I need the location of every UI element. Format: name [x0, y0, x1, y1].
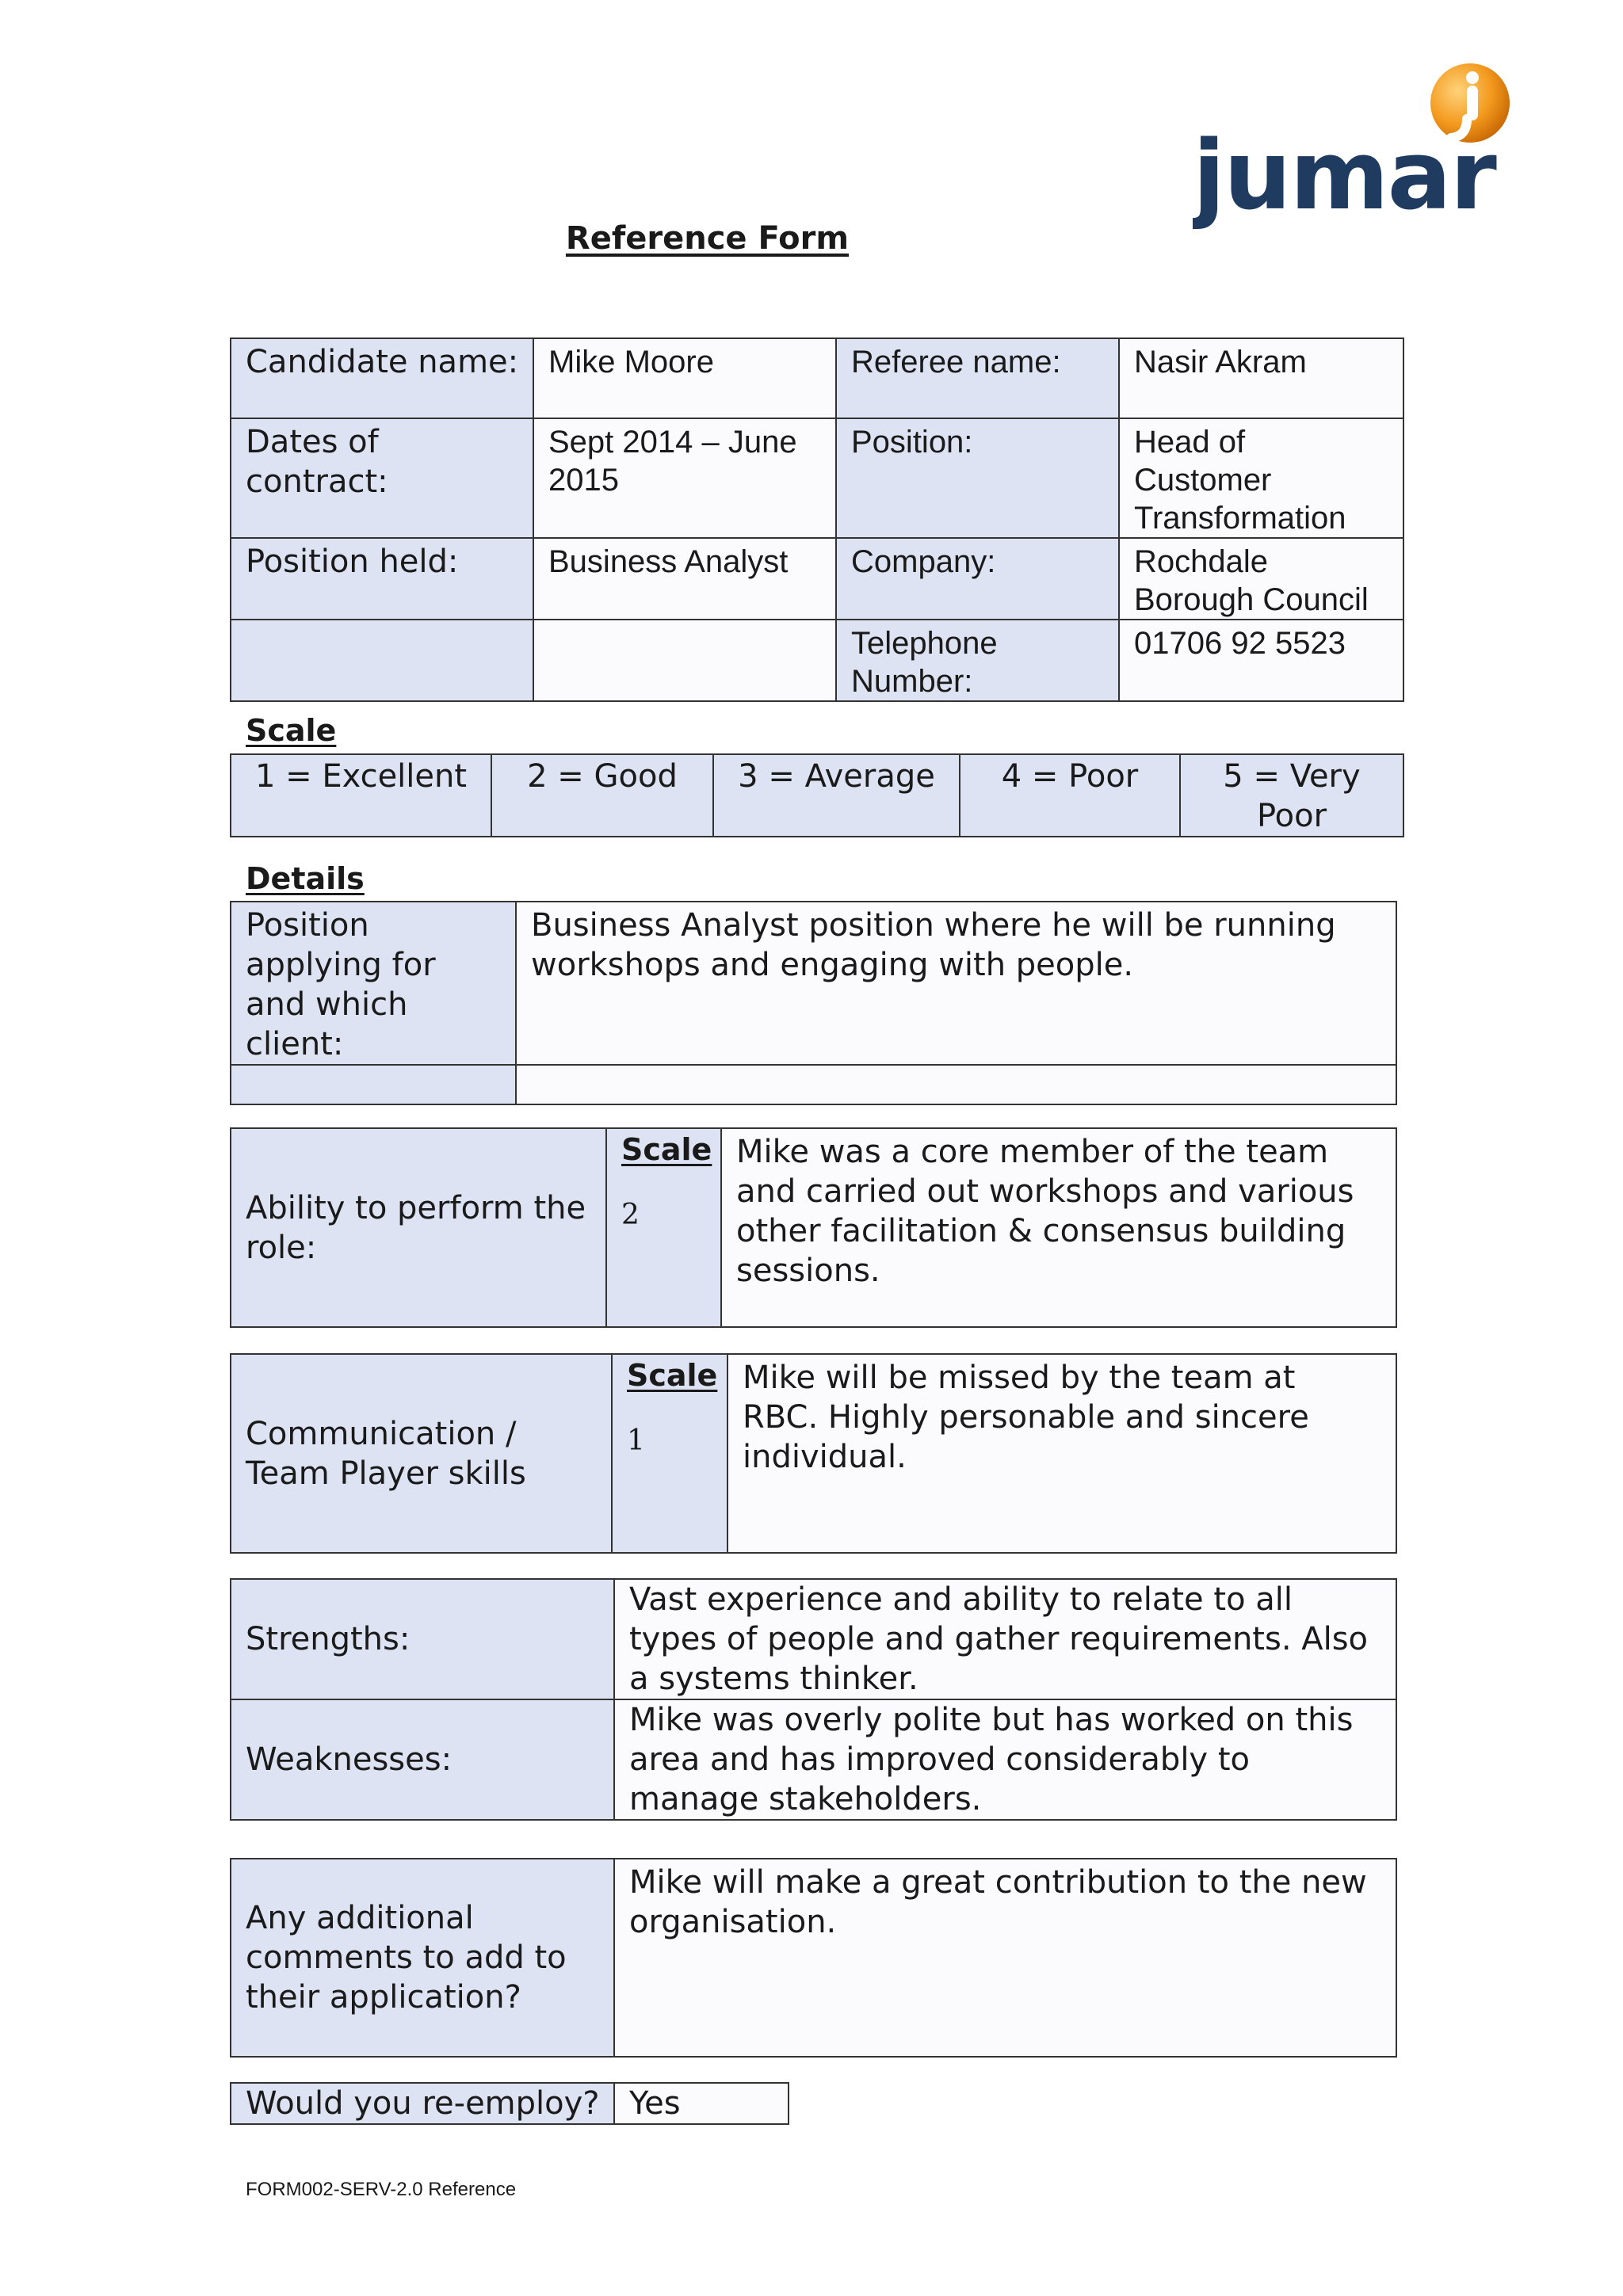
communication-label: Communication / Team Player skills: [231, 1354, 612, 1553]
empty-label-cell: [231, 620, 533, 701]
communication-comment: Mike will be missed by the team at RBC. Highly personable and sincere individual.: [727, 1354, 1396, 1553]
referee-name-value: Nasir Akram: [1119, 338, 1403, 418]
position-held-value: Business Analyst: [533, 538, 836, 620]
scale-heading: Scale: [246, 713, 337, 748]
company-value: Rochdale Borough Council: [1119, 538, 1403, 620]
dates-label: Dates of contract:: [231, 418, 533, 538]
additional-value: Mike will make a great contribution to the new organisation.: [614, 1859, 1396, 2057]
referee-name-label: Referee name:: [836, 338, 1119, 418]
company-label: Company:: [836, 538, 1119, 620]
details-table: [230, 901, 1397, 1105]
position-label: Position:: [836, 418, 1119, 538]
candidate-name-value: Mike Moore: [533, 338, 836, 418]
communication-table: [230, 1353, 1397, 1554]
scale-item-excellent: 1 = Excellent: [231, 754, 491, 837]
scale-item-good: 2 = Good: [491, 754, 713, 837]
form-footer: FORM002-SERV-2.0 Reference: [246, 2179, 517, 2200]
jumar-logo-graphic: [1193, 62, 1518, 236]
ability-scale-cell: [606, 1128, 721, 1327]
position-value: Head of Customer Transformation: [1119, 418, 1403, 538]
telephone-value: 01706 92 5523: [1119, 620, 1403, 701]
weaknesses-label: Weaknesses:: [231, 1699, 614, 1820]
communication-scale-value: 1: [627, 1425, 645, 1457]
reemploy-value: Yes: [614, 2083, 789, 2124]
additional-table: [230, 1858, 1397, 2058]
scale-item-poor: 4 = Poor: [960, 754, 1180, 837]
additional-label: Any additional comments to add to their application?: [231, 1859, 614, 2057]
ability-scale-value: 2: [621, 1199, 640, 1231]
strengths-value: Vast experience and ability to relate to all types of people and gather requirements. Also a systems thinker.: [614, 1579, 1396, 1699]
empty-value-cell: [533, 620, 836, 701]
dates-value: Sept 2014 – June 2015: [533, 418, 836, 538]
weaknesses-value: Mike was overly polite but has worked on this area and has improved considerably to manage stakeholders.: [614, 1699, 1396, 1820]
scale-item-very-poor: 5 = Very Poor: [1180, 754, 1403, 837]
jumar-logo: [1193, 62, 1518, 236]
communication-scale-cell: [612, 1354, 727, 1553]
ability-label: Ability to perform the role:: [231, 1128, 606, 1327]
scale-table: [230, 753, 1404, 837]
contact-table: [230, 338, 1404, 702]
strengths-table: [230, 1578, 1397, 1821]
reemploy-label: Would you re-employ?: [231, 2083, 614, 2124]
position-applying-value: Business Analyst position where he will be running workshops and engaging with people.: [516, 902, 1396, 1065]
position-held-label: Position held:: [231, 538, 533, 620]
ability-comment: Mike was a core member of the team and carried out workshops and various other facilitation & consensus building sessions.: [721, 1128, 1396, 1327]
position-applying-label: Position applying for and which client:: [231, 902, 516, 1065]
reemploy-table: [230, 2082, 789, 2125]
ability-table: [230, 1127, 1397, 1328]
communication-scale-heading: Scale: [627, 1358, 718, 1393]
scale-item-average: 3 = Average: [713, 754, 960, 837]
logo-wordmark: jumar: [1193, 121, 1495, 231]
details-heading: Details: [246, 861, 365, 896]
candidate-name-label: Candidate name:: [231, 338, 533, 418]
strengths-label: Strengths:: [231, 1579, 614, 1699]
details-empty-value: [516, 1065, 1396, 1104]
page-title: Reference Form: [565, 220, 850, 257]
details-empty-label: [231, 1065, 516, 1104]
telephone-label: Telephone Number:: [836, 620, 1119, 701]
ability-scale-heading: Scale: [621, 1132, 712, 1167]
